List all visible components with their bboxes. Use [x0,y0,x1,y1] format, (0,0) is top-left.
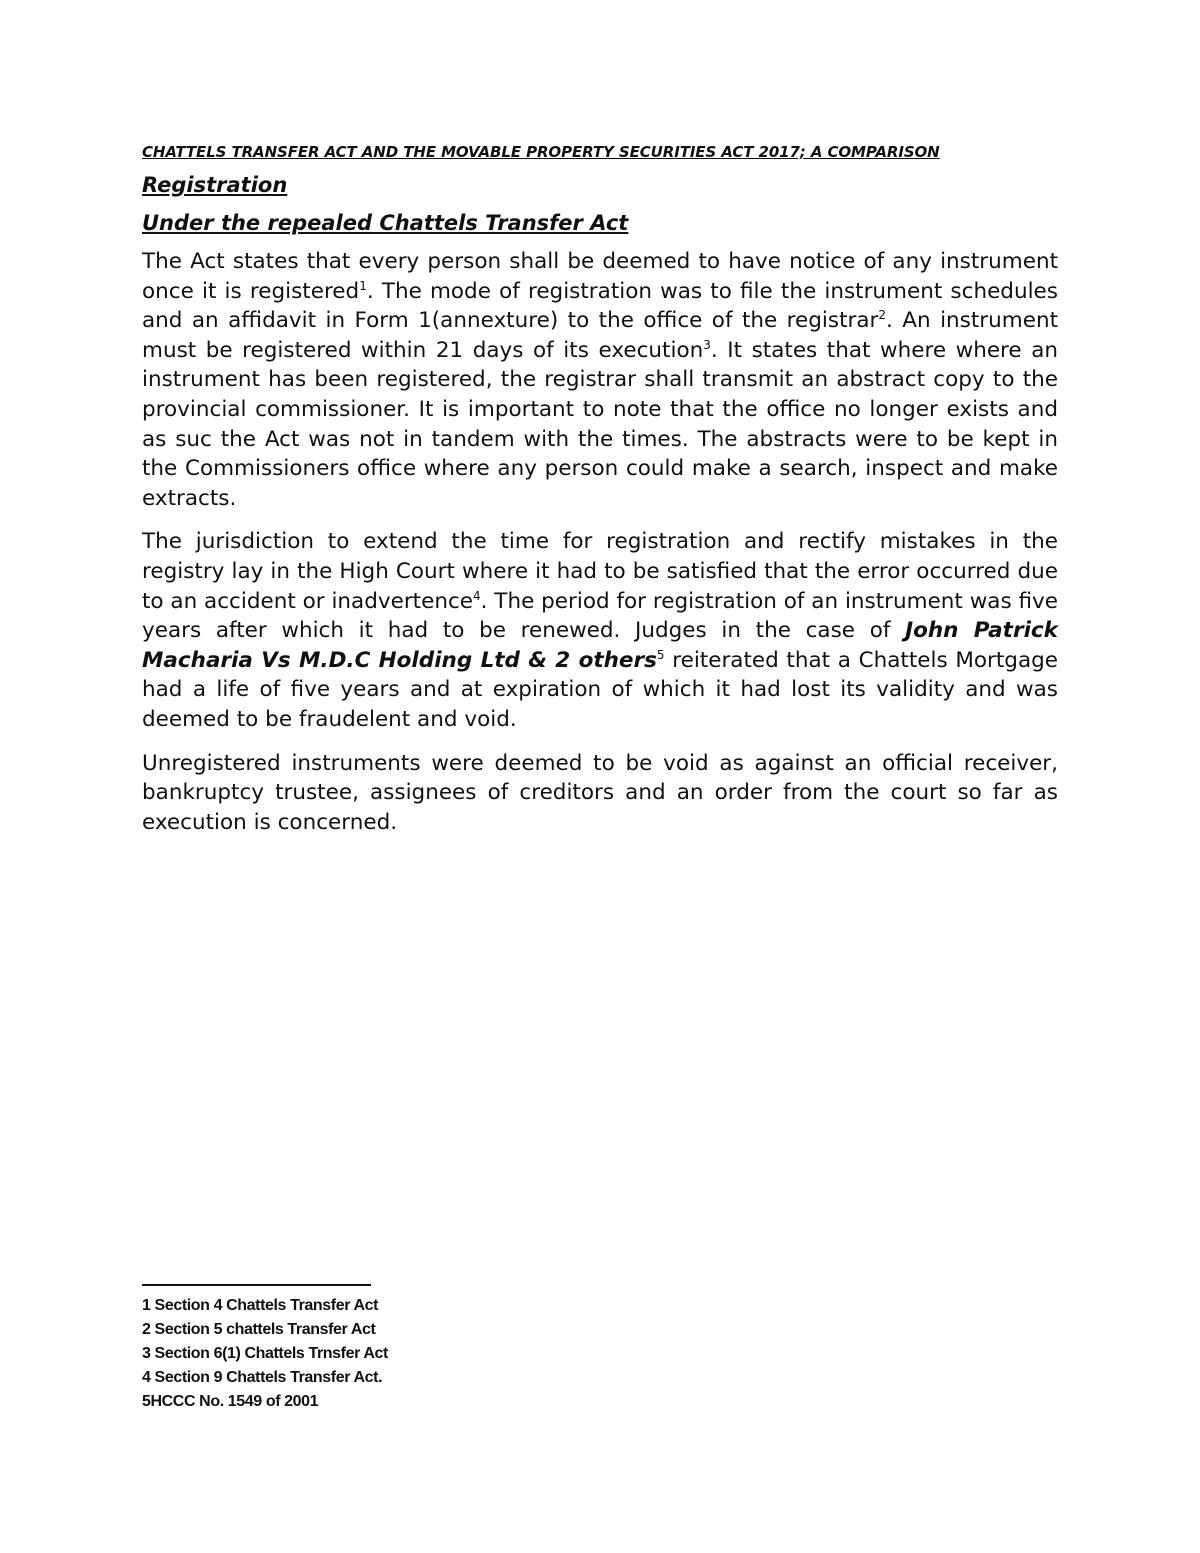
footnote-ref-1: 1 [359,278,367,293]
paragraph-text: The jurisdiction to extend the time for registration and rectify mistakes in the registry lay in the High Court where it had to be satisfied that the error occurred due to an accident or inadvertence [142,529,1058,614]
case-name: John Patrick Macharia Vs M.D.C Holding Ltd & 2 others [142,618,1058,673]
document-body [142,143,1058,851]
paragraph-text: . The mode of registration was to file the instrument schedules and an affidavit in Form 1(annexture) to the office of the registrar [142,278,1058,334]
paragraph-text: The Act states that every person shall be deemed to have notice of any instrument once it is registered [142,249,1058,304]
paragraph-text: . It states that where where an instrument has been registered, the registrar shall transmit an abstract copy to the provincial commissioner. It is important to note that the office no longer exists and as suc the Act was not in tandem with the times. The abstracts were to be kept in the Commissioners office where any person could make a search, inspect and make extracts. [142,337,1058,511]
paragraph-text: reiterated that a Chattels Mortgage had a life of five years and at expiration of which it had lost its validity and was deemed to be fraudelent and void. [142,647,1058,732]
paragraph-jurisdiction [142,527,1058,734]
footnote-3: 3 Section 6(1) Chattels Trnsfer Act [142,1345,388,1362]
footnotes [142,1294,388,1414]
paragraph-text: . The period for registration of an instrument was five years after which it had to be renewed. Judges in the case of [142,588,1058,644]
heading-registration: Registration [142,173,288,197]
footnote-4: 4 Section 9 Chattels Transfer Act. [142,1369,383,1386]
footnote-separator [142,1284,371,1286]
footnote-5: 5HCCC No. 1549 of 2001 [142,1393,319,1410]
footnote-ref-4: 4 [473,588,481,603]
footnote-1: 1 Section 4 Chattels Transfer Act [142,1297,379,1314]
footnote-ref-3: 3 [703,337,711,352]
heading-repealed-act: Under the repealed Chattels Transfer Act [142,211,629,235]
paragraph-text: . An instrument must be registered within 21 days of its execution [142,308,1058,363]
paragraph-notice-registration [142,247,1058,513]
footnote-2: 2 Section 5 chattels Transfer Act [142,1321,376,1338]
footnote-ref-5: 5 [656,647,665,662]
paragraph-unregistered-instruments: Unregistered instruments were deemed to be void as against an official receiver, bankruptcy trustee, assignees of creditors and an order from the court so far as execution is concerned. [142,750,1058,835]
footnote-ref-2: 2 [878,308,887,323]
document-title: CHATTELS TRANSFER ACT AND THE MOVABLE PROPERTY SECURITIES ACT 2017; A COMPARISON [142,143,940,161]
